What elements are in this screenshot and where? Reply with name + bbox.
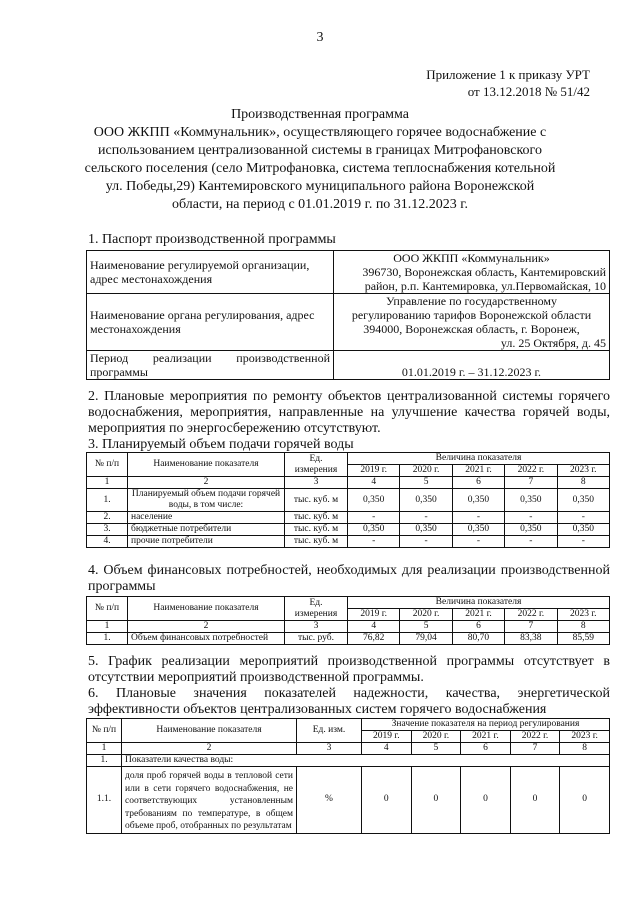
row-unit: % [297, 767, 362, 834]
row-value: - [505, 536, 557, 548]
row-value: 0,350 [348, 489, 400, 512]
financial-needs-table [86, 596, 610, 645]
row-value: 0,350 [505, 489, 557, 512]
title-line: использованием централизованной системы в границах Митрофановского [98, 143, 542, 158]
index-cell: 1 [87, 477, 128, 489]
passport-table [86, 250, 610, 380]
row-value: 80,70 [452, 633, 504, 645]
row-unit: тыс. руб. [285, 633, 348, 645]
header-year: 2023 г. [557, 609, 609, 621]
row-value: 85,59 [557, 633, 609, 645]
header-year: 2022 г. [505, 609, 557, 621]
header-year: 2020 г. [400, 609, 452, 621]
value-line: регулированию тарифов Воронежской области [351, 308, 592, 322]
header-year: 2022 г. [510, 731, 560, 743]
value-line: Управление по государственному [385, 294, 558, 308]
row-unit: тыс. куб. м [285, 536, 348, 548]
row-value: 0,350 [452, 524, 504, 536]
row-value: 0,350 [400, 489, 452, 512]
header-year: 2019 г. [362, 731, 412, 743]
index-cell: 8 [557, 477, 609, 489]
index-cell: 6 [452, 621, 504, 633]
row-value: 0 [510, 767, 560, 834]
row-value: 0 [362, 767, 412, 834]
passport-label: Наименование регулируемой организации, адрес местонахождения [87, 251, 334, 294]
row-unit: тыс. куб. м [285, 512, 348, 524]
header-name: Наименование показателя [128, 453, 285, 477]
header-value: Значение показателя на период регулирования [362, 719, 610, 731]
index-cell: 4 [362, 743, 412, 755]
index-cell: 4 [348, 621, 400, 633]
index-cell: 7 [505, 477, 557, 489]
row-name: население [128, 512, 285, 524]
row-name: бюджетные потребители [128, 524, 285, 536]
row-num: 1. [87, 633, 128, 645]
value-line: район, р.п. Кантемировка, ул.Первомайская, 10 [364, 279, 606, 293]
row-value: 0,350 [557, 524, 609, 536]
supply-volume-table [86, 452, 610, 548]
title-line: области, на период с 01.01.2019 г. по 31.12.2023 г. [172, 197, 468, 212]
header-year: 2022 г. [505, 465, 557, 477]
row-name: Планируемый объем подачи горячей воды, в том числе: [128, 489, 285, 512]
row-unit: тыс. куб. м [285, 524, 348, 536]
row-num: 4. [87, 536, 128, 548]
header-year: 2021 г. [461, 731, 511, 743]
section2-text: 2. Плановые мероприятия по ремонту объектов централизованной системы горячего водоснабжения, мероприятия, направленные на улучшение качества горячей воды, мероприятия по энергосбережению отсутствуют. [88, 389, 610, 436]
row-name: доля проб горячей воды в тепловой сети или в сети горячего водоснабжения, не соответствующих установленным требованиям по температуре, в общем объеме проб, отобранных по результатам [122, 767, 297, 834]
header-year: 2021 г. [452, 465, 504, 477]
header-num: № п/п [87, 719, 122, 743]
group-name: Показатели качества воды: [122, 755, 610, 767]
header-year: 2020 г. [411, 731, 461, 743]
index-row [87, 743, 610, 755]
row-value: 0 [411, 767, 461, 834]
appendix-line-2: от 13.12.2018 № 51/42 [467, 84, 590, 99]
table-row [87, 351, 610, 380]
index-cell: 1 [87, 621, 128, 633]
header-year: 2020 г. [400, 465, 452, 477]
row-value: 0,350 [452, 489, 504, 512]
row-value: - [452, 536, 504, 548]
appendix-reference [426, 66, 590, 100]
index-cell: 4 [348, 477, 400, 489]
table-row [87, 536, 610, 548]
value-line: 01.01.2019 г. – 31.12.2023 г. [401, 365, 542, 379]
table-row [87, 294, 610, 351]
header-value: Величина показателя [348, 453, 610, 465]
row-value: - [452, 512, 504, 524]
section6-heading: 6. Плановые значения показателей надежности, качества, энергетической эффективности объектов централизованных систем горячего водоснабжения [88, 686, 610, 717]
passport-value [334, 294, 610, 351]
passport-value [334, 351, 610, 380]
table-row [87, 512, 610, 524]
row-num: 2. [87, 512, 128, 524]
index-cell: 2 [128, 621, 285, 633]
index-cell: 8 [557, 621, 609, 633]
value-line: ООО ЖКПП «Коммунальник» [393, 251, 550, 265]
table-row [87, 251, 610, 294]
row-value: - [348, 512, 400, 524]
value-line: 396730, Воронежская область, Кантемировский [362, 265, 606, 279]
index-cell: 5 [411, 743, 461, 755]
header-num: № п/п [87, 597, 128, 621]
header-value: Величина показателя [348, 597, 610, 609]
table-header-row [87, 597, 610, 609]
reliability-indicators-table [86, 718, 610, 834]
row-value: - [400, 536, 452, 548]
row-value: 0,350 [400, 524, 452, 536]
index-cell: 5 [400, 621, 452, 633]
passport-value [334, 251, 610, 294]
header-unit: Ед. измерения [285, 453, 348, 477]
header-unit: Ед. изм. [297, 719, 362, 743]
index-cell: 3 [297, 743, 362, 755]
header-name: Наименование показателя [122, 719, 297, 743]
section5-text: 5. График реализации мероприятий производственной программы отсутствует в отсутствии мероприятий производственной программы. [88, 654, 610, 685]
header-year: 2023 г. [560, 731, 610, 743]
header-num: № п/п [87, 453, 128, 477]
row-value: 79,04 [400, 633, 452, 645]
group-num: 1. [87, 755, 122, 767]
row-value: - [557, 536, 609, 548]
index-cell: 6 [461, 743, 511, 755]
appendix-line-1: Приложение 1 к приказу УРТ [426, 67, 590, 82]
section3-heading: 3. Планируемый объем подачи горячей воды [88, 437, 354, 452]
value-line: ул. 25 Октября, д. 45 [500, 336, 606, 350]
row-num: 1.1. [87, 767, 122, 834]
index-cell: 3 [285, 477, 348, 489]
row-value: - [348, 536, 400, 548]
table-row [87, 767, 610, 834]
value-line: 394000, Воронежская область, г. Воронеж, [363, 322, 580, 336]
index-cell: 3 [285, 621, 348, 633]
row-value: 0,350 [505, 524, 557, 536]
row-value: - [400, 512, 452, 524]
row-name: прочие потребители [128, 536, 285, 548]
index-row [87, 621, 610, 633]
page-number: 3 [316, 30, 324, 45]
table-row [87, 633, 610, 645]
group-row [87, 755, 610, 767]
index-cell: 1 [87, 743, 122, 755]
header-year: 2019 г. [348, 465, 400, 477]
row-value: - [557, 512, 609, 524]
row-name: Объем финансовых потребностей [128, 633, 285, 645]
table-header-row [87, 453, 610, 465]
row-value: 76,82 [348, 633, 400, 645]
header-unit: Ед. измерения [285, 597, 348, 621]
table-row [87, 489, 610, 512]
section4-heading: 4. Объем финансовых потребностей, необходимых для реализации производственной программы [88, 563, 610, 594]
row-value: 0 [461, 767, 511, 834]
passport-label: Наименование органа регулирования, адрес местонахождения [87, 294, 334, 351]
row-value: - [505, 512, 557, 524]
header-year: 2019 г. [348, 609, 400, 621]
row-value: 0,350 [557, 489, 609, 512]
header-year: 2021 г. [452, 609, 504, 621]
header-name: Наименование показателя [128, 597, 285, 621]
index-cell: 6 [452, 477, 504, 489]
index-cell: 8 [560, 743, 610, 755]
row-value: 0,350 [348, 524, 400, 536]
passport-label: Период реализации производственной программы [87, 351, 334, 380]
index-cell: 2 [128, 477, 285, 489]
section1-heading: 1. Паспорт производственной программы [88, 232, 336, 247]
index-row [87, 477, 610, 489]
table-row [87, 524, 610, 536]
row-num: 3. [87, 524, 128, 536]
title-line: ООО ЖКПП «Коммунальник», осуществляющего горячее водоснабжение с [93, 125, 547, 140]
index-cell: 7 [510, 743, 560, 755]
index-cell: 5 [400, 477, 452, 489]
row-value: 83,38 [505, 633, 557, 645]
index-cell: 7 [505, 621, 557, 633]
header-year: 2023 г. [557, 465, 609, 477]
row-value: 0 [560, 767, 610, 834]
document-title [70, 106, 570, 214]
title-line: ул. Победы,29) Кантемировского муниципального района Воронежской [105, 179, 535, 194]
title-line: Производственная программа [231, 107, 409, 122]
table-header-row [87, 719, 610, 731]
row-num: 1. [87, 489, 128, 512]
index-cell: 2 [122, 743, 297, 755]
title-line: сельского поселения (село Митрофановка, система теплоснабжения котельной [84, 161, 556, 176]
row-unit: тыс. куб. м [285, 489, 348, 512]
